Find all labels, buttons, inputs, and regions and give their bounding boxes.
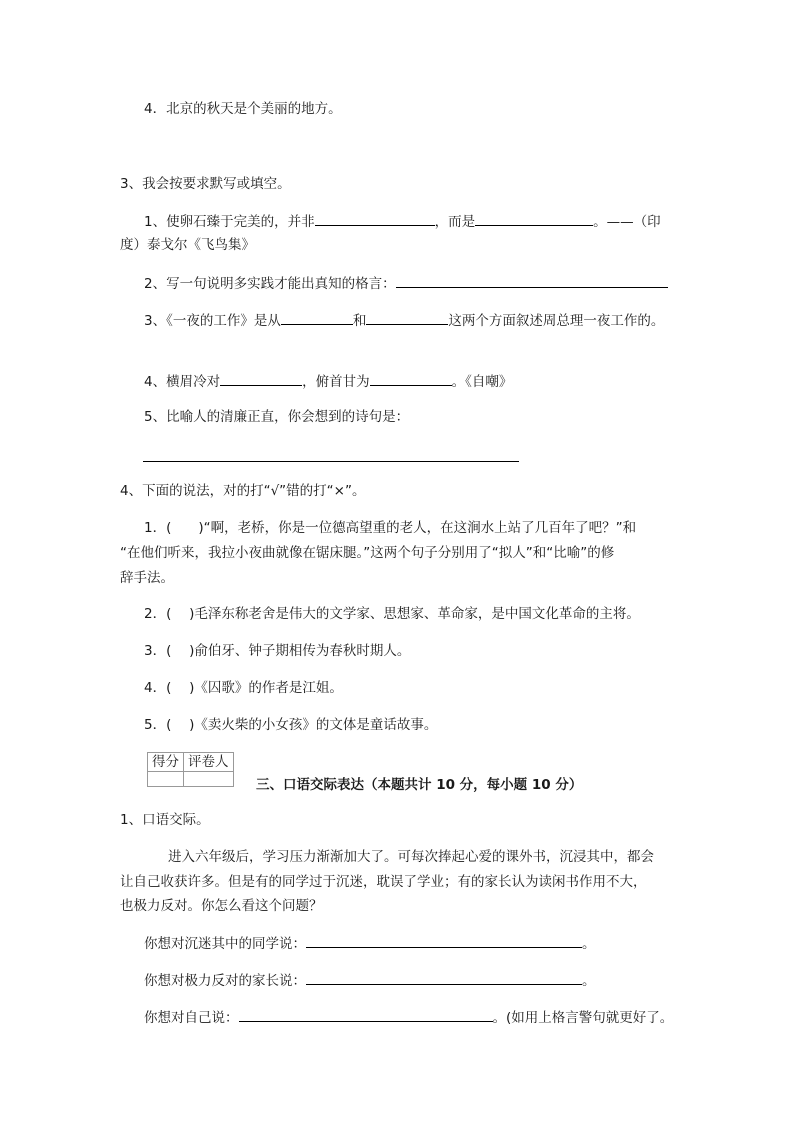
oral-para-line2: 让自己收获许多。但是有的同学过于沉迷，耽误了学业；有的家长认为读闲书作用不大， bbox=[120, 874, 647, 890]
score-label: 得分 bbox=[148, 753, 184, 772]
q3-title: 3、我会按要求默写或填空。 bbox=[120, 176, 291, 192]
fill-blank[interactable] bbox=[281, 309, 353, 325]
q3-item-1-pre: 1、使卵石臻于完美的，并非 bbox=[144, 214, 315, 230]
oral-prompt-3-text: 你想对自己说： bbox=[144, 1010, 239, 1026]
score-table bbox=[147, 752, 234, 787]
fill-blank[interactable] bbox=[475, 210, 593, 226]
fill-blank[interactable] bbox=[306, 969, 582, 985]
q3-item-3-mid: 和 bbox=[352, 313, 367, 329]
q3-item-3 bbox=[144, 309, 664, 331]
q3-item-3-pre: 3、《一夜的工作》是从 bbox=[144, 313, 281, 329]
oral-prompt-2 bbox=[144, 969, 596, 991]
q3-item-4-post: 。《自嘲》 bbox=[451, 374, 513, 390]
q3-item-2 bbox=[144, 272, 668, 294]
fill-blank[interactable] bbox=[239, 1006, 493, 1022]
oral-prompt-3 bbox=[144, 1006, 673, 1028]
fill-blank[interactable] bbox=[366, 309, 448, 325]
q3-item-1-mid: ，而是 bbox=[434, 214, 476, 230]
q4-item-5: 5．( )《卖火柴的小女孩》的文体是童话故事。 bbox=[144, 717, 438, 733]
grader-cell[interactable] bbox=[184, 772, 234, 787]
q3-item-1-line2: 度）泰戈尔《飞鸟集》 bbox=[120, 237, 255, 253]
q3-item-2-text: 2、写一句说明多实践才能出真知的格言： bbox=[144, 276, 396, 292]
q4-item-1-line3: 辞手法。 bbox=[120, 570, 174, 586]
oral-prompt-2-text: 你想对极力反对的家长说： bbox=[144, 973, 306, 989]
oral-prompt-2-end: 。 bbox=[582, 973, 596, 989]
grader-label: 评卷人 bbox=[184, 753, 234, 772]
section-3-heading: 三、口语交际表达（本题共计 10 分，每小题 10 分） bbox=[256, 777, 583, 793]
q3-item-1 bbox=[144, 210, 661, 232]
q4-item-4: 4．( )《囚歌》的作者是江姐。 bbox=[144, 680, 343, 696]
q2-item-4: 4．北京的秋天是个美丽的地方。 bbox=[144, 101, 342, 117]
fill-blank[interactable] bbox=[306, 932, 582, 948]
oral-para-line3: 也极力反对。你怎么看这个问题？ bbox=[120, 898, 323, 914]
fill-blank[interactable] bbox=[315, 210, 435, 226]
fill-blank[interactable] bbox=[396, 272, 668, 288]
q4-item-1-line1: 1．( )“啊，老桥，你是一位德高望重的老人，在这涧水上站了几百年了吧？”和 bbox=[144, 520, 637, 536]
oral-para-line1: 进入六年级后，学习压力渐渐加大了。可每次捧起心爱的课外书，沉浸其中，都会 bbox=[168, 849, 654, 865]
oral-prompt-3-end: 。(如用上格言警句就更好了。 bbox=[492, 1010, 674, 1026]
q4-item-1-line2: “在他们听来，我拉小夜曲就像在锯床腿。”这两个句子分别用了“拟人”和“比喻”的修 bbox=[120, 545, 615, 561]
q3-item-5: 5、比喻人的清廉正直，你会想到的诗句是： bbox=[144, 409, 410, 425]
q4-title: 4、下面的说法，对的打“√”错的打“×”。 bbox=[120, 483, 366, 499]
answer-line[interactable] bbox=[143, 461, 519, 462]
q3-item-4 bbox=[144, 370, 512, 392]
oral-title: 1、口语交际。 bbox=[120, 812, 210, 828]
fill-blank[interactable] bbox=[370, 370, 452, 386]
q4-item-3: 3．( )俞伯牙、钟子期相传为春秋时期人。 bbox=[144, 643, 411, 659]
q3-item-1-post: 。——（印 bbox=[593, 214, 661, 230]
q3-item-4-pre: 4、横眉冷对 bbox=[144, 374, 221, 390]
q3-item-4-mid: ，俯首甘为 bbox=[302, 374, 370, 390]
score-cell[interactable] bbox=[148, 772, 184, 787]
oral-prompt-1-text: 你想对沉迷其中的同学说： bbox=[144, 936, 306, 952]
q4-item-2: 2．( )毛泽东称老舍是伟大的文学家、思想家、革命家，是中国文化革命的主将。 bbox=[144, 606, 640, 622]
oral-prompt-1-end: 。 bbox=[582, 936, 596, 952]
fill-blank[interactable] bbox=[220, 370, 302, 386]
oral-prompt-1 bbox=[144, 932, 596, 954]
q3-item-3-post: 这两个方面叙述周总理一夜工作的。 bbox=[448, 313, 665, 329]
